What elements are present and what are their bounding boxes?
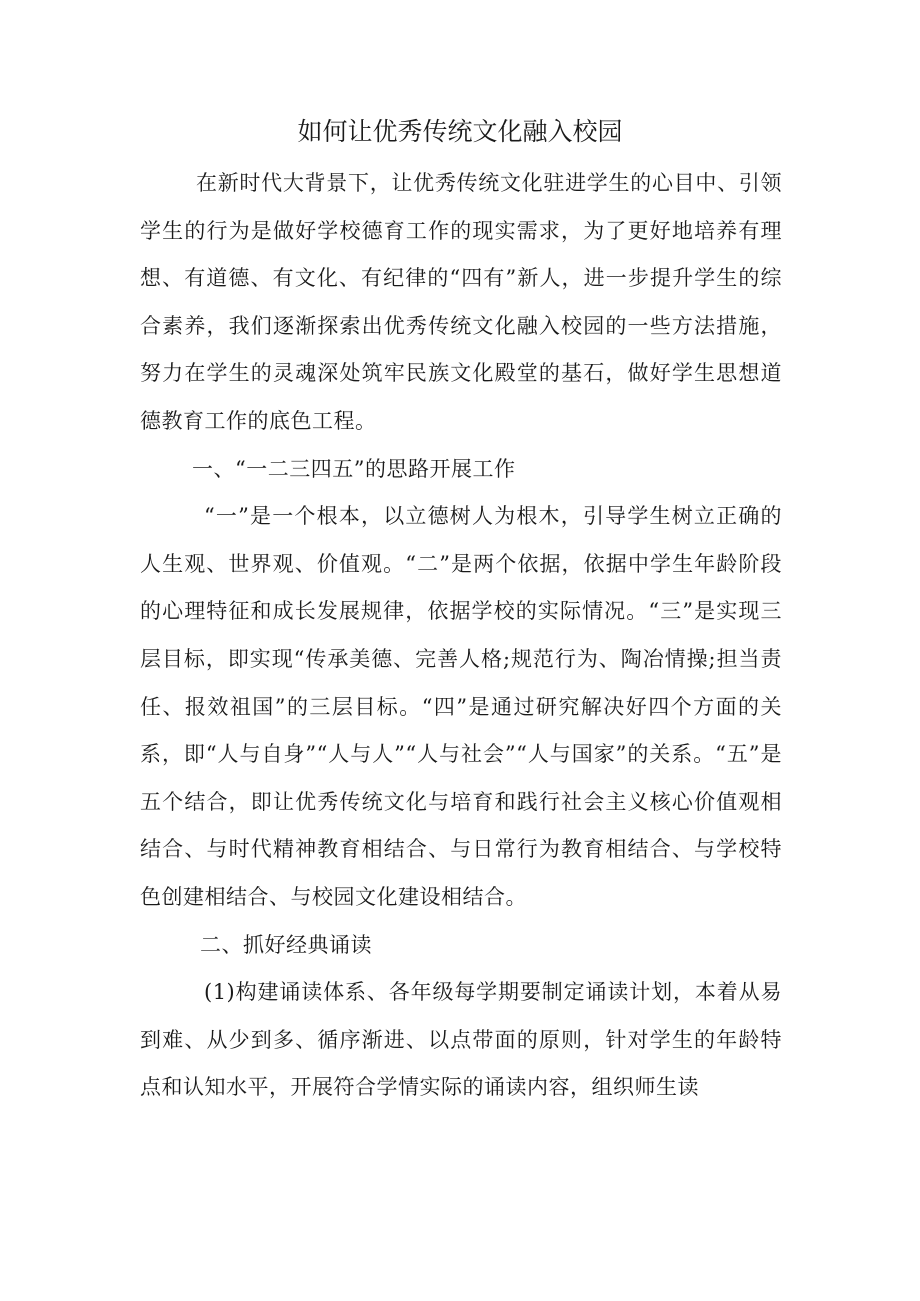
document-title: 如何让优秀传统文化融入校园 xyxy=(297,118,623,146)
section-heading-2: 二、抓好经典诵读 xyxy=(200,932,372,957)
intro-paragraph: 在新时代大背景下，让优秀传统文化驻进学生的心目中、引领学生的行为是做好学校德育工作的现实需求，为了更好地培养有理想、有道德、有文化、有纪律的“四有”新人，进一步提升学生的综合素养，我们逐渐探索出优秀传统文化融入校园的一些方法措施，努力在学生的灵魂深处筑牢民族文化殿堂的基石，做好学生思想道德教育工作的底色工程。 xyxy=(140,171,782,433)
section-1-paragraph: “一”是一个根本，以立德树人为根木，引导学生树立正确的人生观、世界观、价值观。“二”是两个依据，依据中学生年龄阶段的心理特征和成长发展规律，依据学校的实际情况。“三”是实现三层目标，即实现“传承美德、完善人格;规范行为、陶冶情操;担当责任、报效祖国”的三层目标。“四”是通过研究解决好四个方面的关系，即“人与自身”“人与人”“人与社会”“人与国家”的关系。“五”是五个结合，即让优秀传统文化与培育和践行社会主义核心价值观相结合、与时代精神教育相结合、与日常行为教育相结合、与学校特色创建相结合、与校园文化建设相结合。 xyxy=(140,504,782,909)
section-heading-1: 一、“一二三四五”的思路开展工作 xyxy=(192,456,516,481)
section-2-paragraph: (1)构建诵读体系、各年级每学期要制定诵读计划，本着从易到难、从少到多、循序渐进、以点带面的原则，针对学生的年龄特点和认知水平，开展符合学情实际的诵读内容，组织师生读 xyxy=(140,980,782,1100)
document-body xyxy=(140,160,782,1112)
